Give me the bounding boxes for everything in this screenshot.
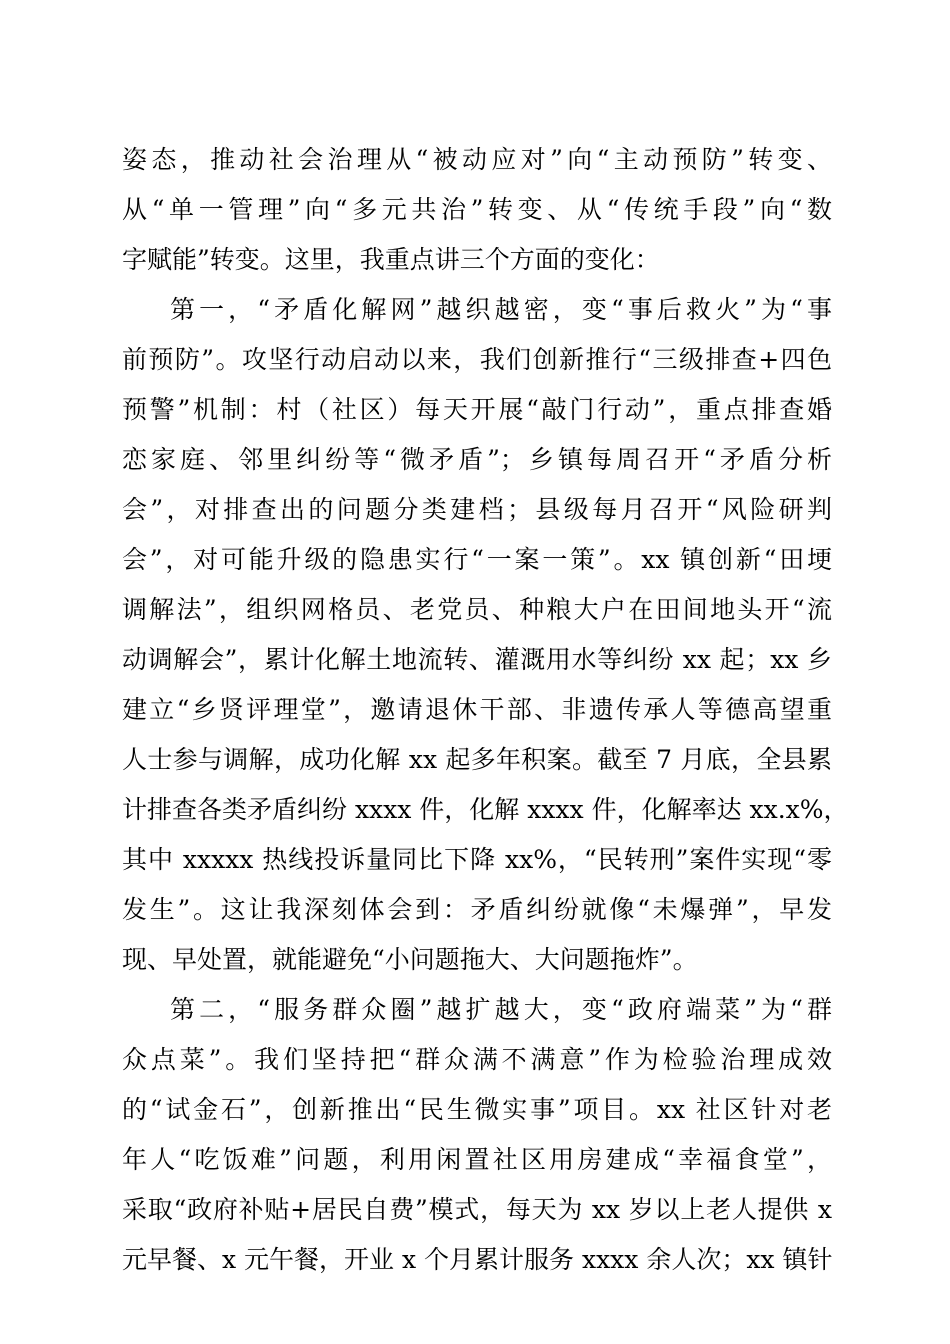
text-line: 年人“吃饭难”问题，利用闲置社区用房建成“幸福食堂”， bbox=[122, 1145, 832, 1174]
text-line: 调解法”，组织网格员、老党员、种粮大户在田间地头开“流 bbox=[122, 595, 832, 624]
text-line: 众点菜”。我们坚持把“群众满不满意”作为检验治理成效 bbox=[122, 1045, 832, 1074]
text-line: 采取“政府补贴+居民自费”模式，每天为 xx 岁以上老人提供 x bbox=[122, 1195, 832, 1224]
text-line: 建立“乡贤评理堂”，邀请退休干部、非遗传承人等德高望重 bbox=[122, 695, 832, 724]
text-line: 其中 xxxxx 热线投诉量同比下降 xx%，“民转刑”案件实现“零 bbox=[122, 845, 832, 874]
text-line: 恋家庭、邻里纠纷等“微矛盾”；乡镇每周召开“矛盾分析 bbox=[122, 445, 832, 474]
paragraph-heading-line: 第一，“矛盾化解网”越织越密，变“事后救火”为“事 bbox=[170, 295, 832, 324]
text-line: 会”，对可能升级的隐患实行“一案一策”。xx 镇创新“田埂 bbox=[122, 545, 832, 574]
text-line: 的“试金石”，创新推出“民生微实事”项目。xx 社区针对老 bbox=[122, 1095, 832, 1124]
text-line: 前预防”。攻坚行动启动以来，我们创新推行“三级排查+四色 bbox=[122, 345, 832, 374]
text-line: 动调解会”，累计化解土地流转、灌溉用水等纠纷 xx 起；xx 乡 bbox=[122, 645, 832, 674]
text-line: 元早餐、x 元午餐，开业 x 个月累计服务 xxxx 余人次；xx 镇针 bbox=[122, 1245, 833, 1274]
text-line: 人士参与调解，成功化解 xx 起多年积案。截至 7 月底，全县累 bbox=[122, 745, 832, 774]
paragraph-heading-line: 第二，“服务群众圈”越扩越大，变“政府端菜”为“群 bbox=[170, 995, 832, 1024]
text-line: 姿态，推动社会治理从“被动应对”向“主动预防”转变、 bbox=[122, 145, 833, 174]
text-line: 从“单一管理”向“多元共治”转变、从“传统手段”向“数 bbox=[122, 195, 832, 224]
text-line: 会”，对排查出的问题分类建档；县级每月召开“风险研判 bbox=[122, 495, 832, 524]
text-line: 发生”。这让我深刻体会到：矛盾纠纷就像“未爆弹”，早发 bbox=[122, 895, 832, 924]
text-line: 字赋能”转变。这里，我重点讲三个方面的变化： bbox=[122, 245, 660, 274]
text-line: 计排查各类矛盾纠纷 xxxx 件，化解 xxxx 件，化解率达 xx.x%， bbox=[122, 795, 849, 824]
text-line: 预警”机制：村（社区）每天开展“敲门行动”，重点排查婚 bbox=[122, 395, 832, 424]
text-line: 现、早处置，就能避免“小问题拖大、大问题拖炸”。 bbox=[122, 945, 698, 974]
